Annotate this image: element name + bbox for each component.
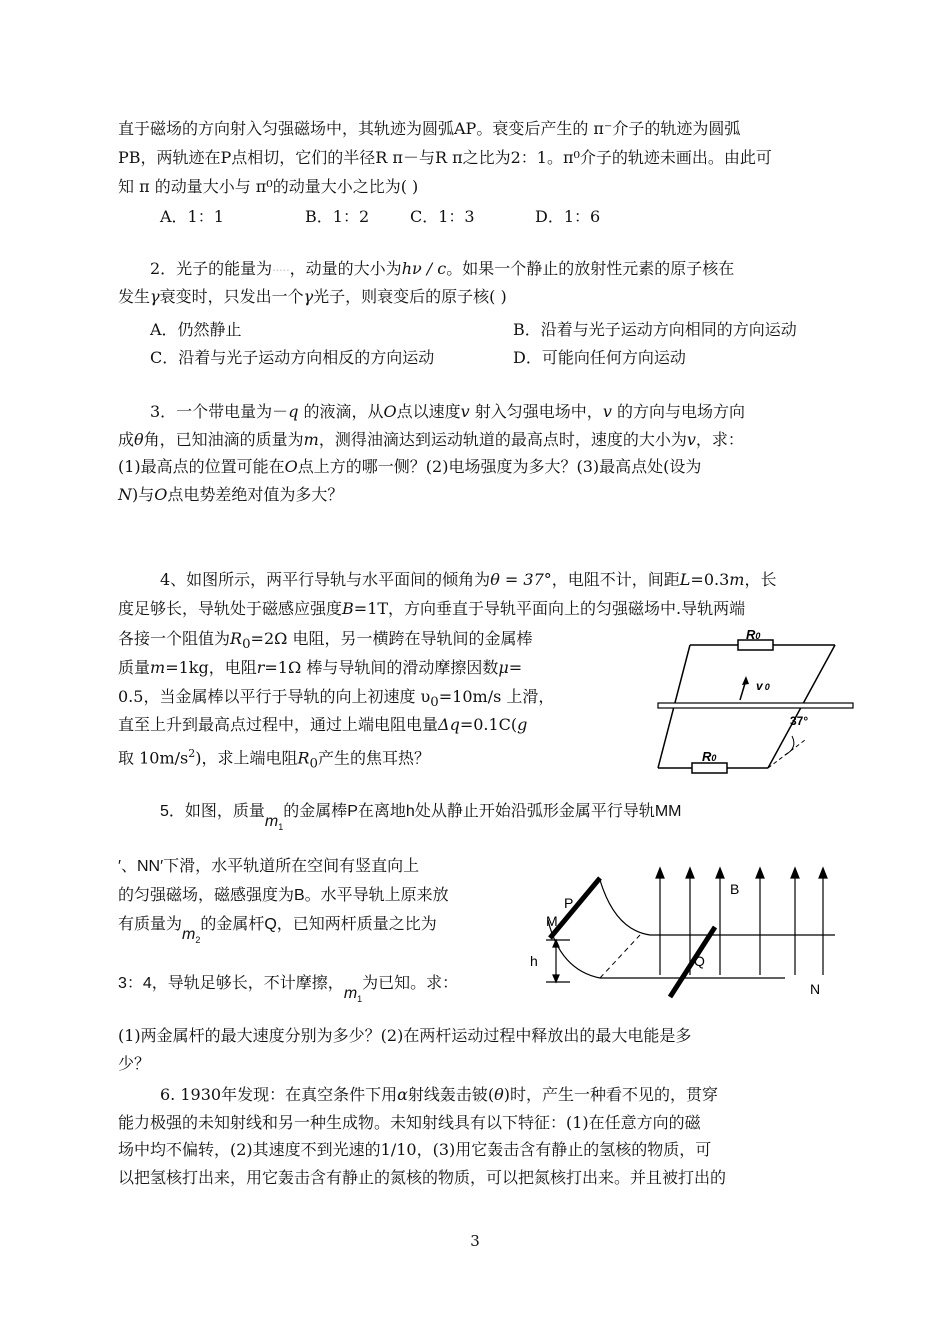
label-b: B [730,881,740,897]
q5-line-3: 的匀强磁场，磁感强度为B。水平导轨上原来放 [118,887,449,904]
q5-rail-diagram [520,860,865,1000]
velocity-label: v 0 [756,679,770,693]
q4-line-7: 取 $10m/s^2$)，求上端电阻$R_0$产生的焦耳热？ [118,747,431,772]
curved-rail-back [600,880,650,935]
q1-option-b: B．1：2 [305,207,370,226]
q6-line-4: 以把氢核打出来，用它轰击含有静止的氮核的物质，可以把氮核打出来。并且被打出的 [118,1168,727,1187]
resistor-top-label: R0 [746,630,761,642]
q2-line-1: 2．光子的能量为·····，动量的大小为hν / c。如果一个静止的放射性元素的原子核在 [150,259,735,278]
q4-line-5: 0.5，当金属棒以平行于导轨的向上初速度 $\upsilon_0=10m/s$ 上滑， [118,687,555,711]
q4-line-4: 质量m=1kg，电阻r=1Ω 棒与导轨间的滑动摩擦因数μ= [118,658,523,677]
q2-option-c: C．沿着与光子运动方向相反的方向运动 [150,348,435,367]
angle-arc [785,736,794,755]
q1-option-c: C．1：3 [410,207,475,226]
q1-line-3: 知 π 的动量大小与 π⁰的动量大小之比为( ) [118,177,419,196]
field-arrows [656,868,827,975]
q2-option-d: D．可能向任何方向运动 [513,348,686,367]
resistor-bottom-label: R0 [702,749,717,764]
q4-rail-diagram [650,630,860,775]
rod-p [550,878,600,938]
q6-line-1: 6. 1930年发现：在真空条件下用α射线轰击铍(θ)时，产生一种看不见的，贯穿 [160,1085,719,1104]
q5-line-5: 3：4，导轨足够长，不计摩擦，$m_1$为已知。求： [118,975,459,1005]
resistor-top [738,640,773,650]
label-q: Q [694,953,705,969]
angle-label: 37° [790,714,809,728]
metal-rod [658,703,853,708]
q3-line-3: (1)最高点的位置可能在O点上方的哪一侧？(2)电场强度为多大？(3)最高点处(设为 [118,457,702,476]
q5-line-7: 少？ [118,1054,151,1073]
q2-option-a: A．仍然静止 [150,320,242,339]
q1-option-a: A．1：1 [160,207,224,226]
resistor-bottom [692,763,727,773]
velocity-arrowhead [742,676,749,685]
q4-line-3: 各接一个阻值为$R_0=2\Omega$ 电阻，另一横跨在导轨间的金属棒 [118,629,533,653]
page-number: 3 [470,1232,480,1250]
q5-line-6: (1)两金属杆的最大速度分别为多少？(2)在两杆运动过程中释放出的最大电能是多 [118,1026,692,1045]
label-n: N [810,981,821,997]
q1-line-1: 直于磁场的方向射入匀强磁场中，其轨迹为圆弧AP。衰变后产生的 π⁻介子的轨迹为圆弧 [118,119,741,138]
q5-line-2: ′、NN′下滑，水平轨道所在空间有竖直向上 [118,858,420,875]
q6-line-2: 能力极强的未知射线和另一种生成物。未知射线具有以下特征：(1)在任意方向的磁 [118,1113,701,1132]
rail-join-dashed [600,935,640,978]
q4-line-1: 4、如图所示，两平行导轨与水平面间的倾角为θ = 37°，电阻不计，间距L=0.3m，长 [160,570,777,589]
q1-line-2: PB，两轨迹在P点相切，它们的半径R π－与R π之比为2：1。π⁰介子的轨迹未画出。由此可 [118,148,772,167]
q6-line-3: 场中均不偏转，(2)其速度不到光速的1/10，(3)用它轰击含有静止的氢核的物质，可 [118,1140,712,1159]
label-m: M [546,913,558,929]
energy-formula-faint: ····· [272,264,290,277]
q4-line-6: 直至上升到最高点过程中，通过上端电阻电量Δq=0.1C(g [118,715,528,734]
label-p: P [564,895,574,911]
rod-q [670,927,715,997]
momentum-formula: hν / c [401,259,447,278]
q5-line-1: 5．如图，质量$m_1$的金属棒P在离地h处从静止开始沿弧形金属平行导轨MM [160,803,682,833]
q4-line-2: 度足够长，导轨处于磁感应强度B=1T，方向垂直于导轨平面向上的匀强磁场中.导轨两端 [118,599,746,618]
q2-line-2: 发生γ衰变时，只发出一个γ光子，则衰变后的原子核( ) [118,287,507,306]
q5-line-4: 有质量为$m_2$的金属杆Q，已知两杆质量之比为 [118,916,437,946]
q2-option-b: B．沿着与光子运动方向相同的方向运动 [513,320,797,339]
q3-line-4: N)与O点电势差绝对值为多大？ [118,485,344,504]
height-marker [546,940,570,982]
q1-option-d: D．1：6 [535,207,601,226]
q3-line-1: 3．一个带电量为－q 的液滴，从O点以速度v 射入匀强电场中，v 的方向与电场方向 [150,402,745,421]
label-h: h [530,953,538,969]
q3-line-2: 成θ角，已知油滴的质量为m，测得油滴达到运动轨道的最高点时，速度的大小为v，求： [118,430,744,449]
